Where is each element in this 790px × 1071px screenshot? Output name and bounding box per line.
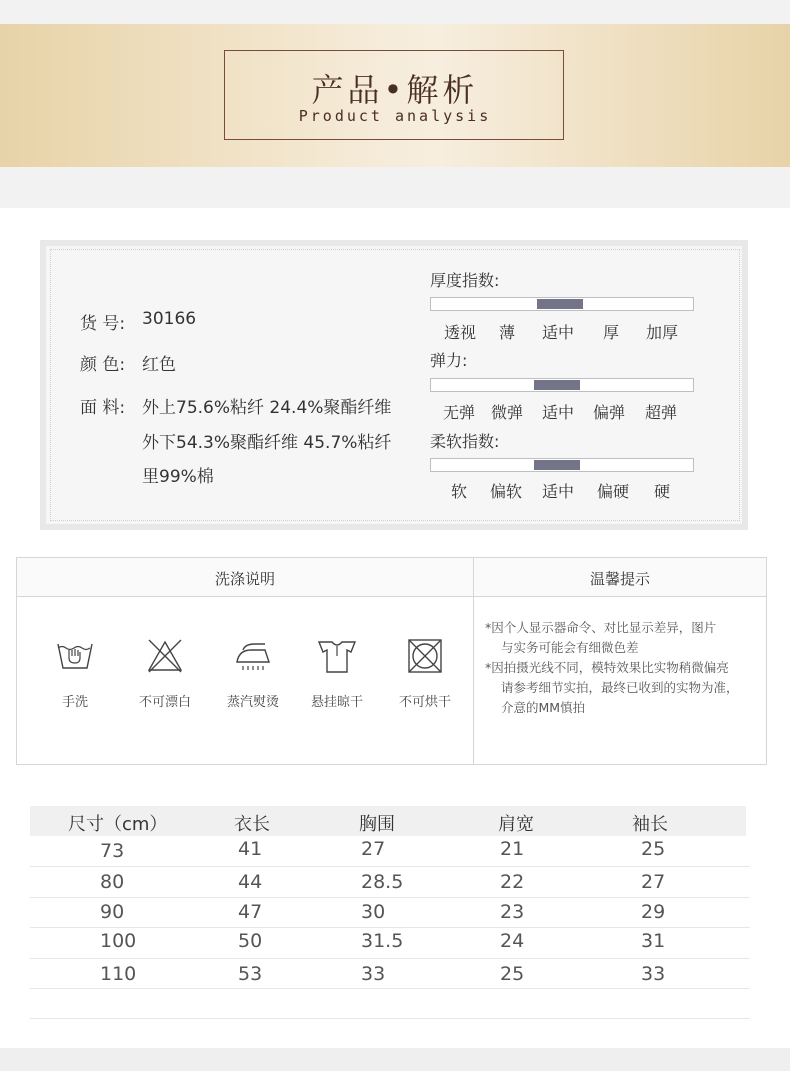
softness-scale-labels [430, 479, 700, 501]
item-no-label: 货 号: [80, 314, 126, 334]
scale-label: 偏软 [490, 482, 523, 501]
color-label: 颜 色: [80, 355, 126, 375]
scale-label: 硬 [654, 482, 671, 501]
scale-label: 适中 [542, 482, 575, 501]
size-cell: 73 [100, 840, 125, 862]
row-divider [30, 1018, 750, 1019]
color-value: 红色 [142, 355, 176, 375]
size-cell: 53 [238, 963, 263, 985]
fabric-line: 外下54.3%聚酯纤维 45.7%粘纤 [142, 433, 392, 453]
care-label: 蒸汽熨烫 [226, 695, 279, 710]
size-header-cell: 衣长 [234, 814, 270, 835]
no-bleach-icon [145, 636, 185, 680]
size-cell: 25 [500, 963, 525, 985]
steam-iron-icon [233, 636, 273, 680]
softness-scale-marker [534, 460, 580, 470]
size-cell: 25 [641, 838, 666, 860]
no-tumble-dry-icon [405, 636, 445, 680]
banner-title-cn: 产品•解析 [311, 71, 479, 109]
care-label: 悬挂晾干 [310, 695, 363, 710]
row-divider [30, 866, 750, 867]
size-cell: 47 [238, 901, 263, 923]
tips-title: 温馨提示 [589, 570, 650, 588]
size-cell: 21 [500, 838, 525, 860]
scale-label: 适中 [542, 403, 575, 422]
size-cell: 44 [238, 871, 263, 893]
size-cell: 29 [641, 901, 666, 923]
scale-label: 软 [451, 482, 468, 501]
size-header-cell: 袖长 [632, 814, 668, 835]
size-cell: 31.5 [361, 930, 404, 952]
scale-label: 偏弹 [593, 403, 626, 422]
thickness-scale-title: 厚度指数: [430, 271, 500, 290]
row-divider [30, 958, 750, 959]
thickness-scale-bar [430, 297, 694, 311]
size-cell: 27 [361, 838, 386, 860]
wash-instructions-title: 洗涤说明 [214, 570, 275, 588]
scale-label: 薄 [499, 323, 516, 342]
size-cell: 80 [100, 871, 125, 893]
care-label: 不可烘干 [398, 695, 451, 710]
tip-line: *因拍摄光线不同，模特效果比实物稍微偏亮 [485, 660, 729, 675]
elasticity-scale-title: 弹力: [430, 351, 468, 370]
hand-wash-icon [55, 636, 95, 680]
scale-label: 透视 [444, 323, 477, 342]
care-panel [16, 557, 767, 765]
size-header-cell: 肩宽 [498, 814, 534, 835]
fabric-line: 里99%棉 [142, 467, 214, 487]
fabric-line: 外上75.6%粘纤 24.4%聚酯纤维 [142, 398, 392, 418]
banner-title-box [224, 50, 564, 140]
elasticity-scale-bar [430, 378, 694, 392]
size-cell: 110 [100, 963, 137, 985]
size-cell: 33 [641, 963, 666, 985]
size-cell: 22 [500, 871, 525, 893]
scale-label: 无弹 [443, 403, 476, 422]
care-label: 不可漂白 [138, 695, 191, 710]
scale-label: 微弹 [491, 403, 524, 422]
size-cell: 33 [361, 963, 386, 985]
thickness-scale-marker [537, 299, 583, 309]
fabric-label: 面 料: [80, 398, 126, 418]
row-divider [30, 927, 750, 928]
size-cell: 50 [238, 930, 263, 952]
size-cell: 41 [238, 838, 263, 860]
size-cell: 28.5 [361, 871, 404, 893]
scale-label: 加厚 [646, 323, 679, 342]
tip-line: *因个人显示器命令、对比显示差异，图片 [485, 620, 717, 635]
row-divider [30, 988, 750, 989]
banner-title-en: Product analysis [298, 107, 492, 125]
elasticity-scale-labels [430, 400, 700, 422]
tip-line: 请参考细节实拍，最终已收到的实物为准， [501, 680, 739, 695]
size-cell: 31 [641, 930, 666, 952]
size-cell: 27 [641, 871, 666, 893]
hang-dry-icon [317, 636, 357, 680]
softness-scale-bar [430, 458, 694, 472]
size-cell: 90 [100, 901, 125, 923]
care-label: 手洗 [61, 695, 88, 710]
bottom-band [0, 1048, 790, 1071]
elasticity-scale-marker [534, 380, 580, 390]
size-cell: 100 [100, 930, 137, 952]
item-no-value: 30166 [142, 309, 197, 329]
row-divider [30, 897, 750, 898]
size-cell: 30 [361, 901, 386, 923]
tip-line: 介意的MM慎拍 [501, 700, 586, 715]
size-cell: 24 [500, 930, 525, 952]
scale-label: 超弹 [645, 403, 678, 422]
size-cell: 23 [500, 901, 525, 923]
size-header-cell: 尺寸（cm） [68, 814, 168, 835]
scale-label: 厚 [603, 323, 620, 342]
tip-line: 与实务可能会有细微色差 [501, 640, 639, 655]
thickness-scale-labels [430, 320, 700, 342]
size-header-cell: 胸围 [359, 814, 395, 835]
softness-scale-title: 柔软指数: [430, 432, 500, 451]
scale-label: 适中 [542, 323, 575, 342]
scale-label: 偏硬 [597, 482, 630, 501]
